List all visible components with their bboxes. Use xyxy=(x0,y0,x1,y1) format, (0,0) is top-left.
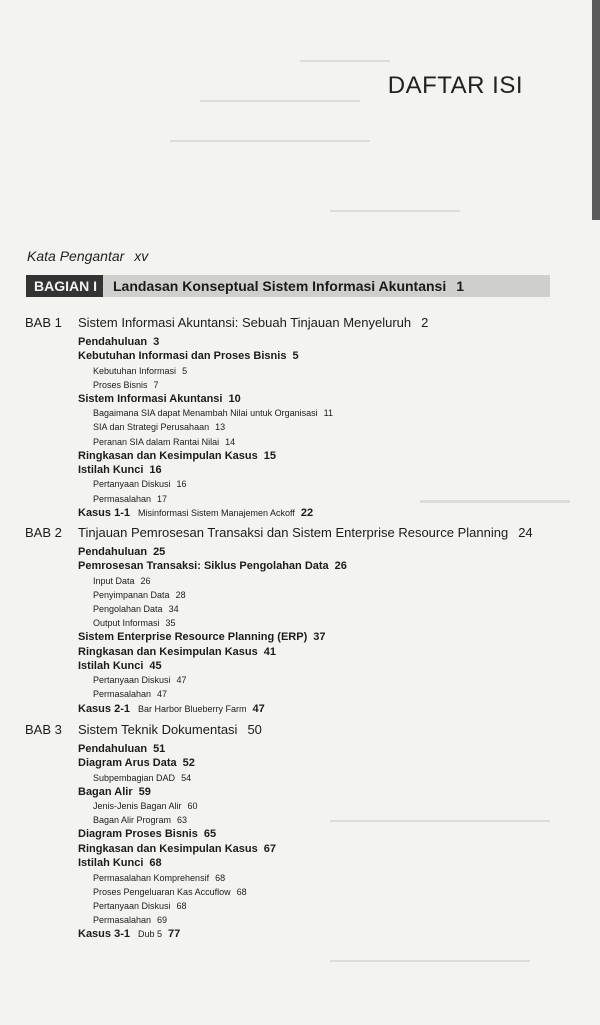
toc-entry-page: 26 xyxy=(140,575,151,586)
toc-section xyxy=(0,827,600,841)
bleed-through-mark xyxy=(300,60,390,62)
case-label: Kasus 2-1 xyxy=(78,702,130,715)
toc-entry-page: 28 xyxy=(175,589,186,600)
case-title: Dub 5 xyxy=(137,929,163,939)
toc-entry-page: 60 xyxy=(187,801,198,812)
toc-entry-page: 15 xyxy=(263,449,276,462)
toc-subsection xyxy=(0,913,600,927)
toc-subsection xyxy=(0,687,600,701)
case-title: Misinformasi Sistem Manajemen Ackoff xyxy=(137,507,295,518)
toc-section xyxy=(0,545,600,559)
toc-subsection xyxy=(0,771,600,785)
toc-section xyxy=(0,659,600,673)
toc-section xyxy=(0,785,600,799)
toc-section xyxy=(0,349,600,363)
toc-entry-text: Istilah Kunci xyxy=(78,464,144,477)
chapter-title: Tinjauan Pemrosesan Transaksi dan Sistem Enterprise Resource Planning xyxy=(78,525,509,540)
toc-subsection xyxy=(0,477,600,491)
toc-entry-page: 11 xyxy=(323,408,333,419)
toc-entry-text: Penyimpanan Data xyxy=(93,589,170,600)
toc-entry-page: 34 xyxy=(168,603,179,614)
toc-entry-page: 14 xyxy=(225,436,236,447)
bleed-through-mark xyxy=(330,210,460,212)
case-title: Bar Harbor Blueberry Farm xyxy=(137,703,247,714)
chapter-page: 24 xyxy=(518,525,533,540)
toc-entry-page: 63 xyxy=(177,815,188,826)
toc-section xyxy=(0,842,600,856)
toc-subsection xyxy=(0,673,600,687)
toc-entry-text: Diagram Arus Data xyxy=(78,757,177,770)
toc-subsection xyxy=(0,378,600,392)
toc-subsection xyxy=(0,799,600,813)
bleed-through-mark xyxy=(200,100,360,102)
chapter-title: Sistem Informasi Akuntansi: Sebuah Tinjauan Menyeluruh xyxy=(78,315,412,330)
toc-entry-text: Ringkasan dan Kesimpulan Kasus xyxy=(78,645,258,658)
toc-entry-text: Pendahuluan xyxy=(78,546,148,558)
toc-entry-text: Ringkasan dan Kesimpulan Kasus xyxy=(78,449,258,462)
chapter-title-line xyxy=(78,525,533,540)
toc-subsection xyxy=(0,602,600,616)
part-page: 1 xyxy=(456,278,465,294)
toc-entry-text: Permasalahan xyxy=(93,689,152,700)
toc-entry-text: Diagram Proses Bisnis xyxy=(78,828,198,841)
bleed-through-mark xyxy=(170,140,370,142)
toc-entry-page: 68 xyxy=(215,872,226,883)
toc-entry-page: 68 xyxy=(176,900,187,911)
toc-entry-text: Ringkasan dan Kesimpulan Kasus xyxy=(78,842,258,855)
chapter-heading xyxy=(0,722,600,742)
toc-entry-page: 17 xyxy=(157,493,168,504)
toc-entry-text: Pertanyaan Diskusi xyxy=(93,479,171,490)
toc-section xyxy=(0,392,600,406)
toc-subsection xyxy=(0,406,600,420)
toc-subsection xyxy=(0,885,600,899)
toc-entry-page: 37 xyxy=(313,631,326,644)
toc-subsection xyxy=(0,616,600,630)
toc-entry-text: Permasalahan Komprehensif xyxy=(93,872,210,883)
case-page: 47 xyxy=(252,702,265,715)
toc-entry-page: 67 xyxy=(263,842,276,855)
toc-entry-page: 3 xyxy=(153,336,160,348)
case-entry xyxy=(0,927,600,942)
toc-section xyxy=(0,645,600,659)
preface-entry xyxy=(27,248,148,264)
toc-entry-text: Pengolahan Data xyxy=(93,603,163,614)
chapter-block xyxy=(0,722,600,942)
toc-subsection xyxy=(0,364,600,378)
toc-entry-text: Bagan Alir xyxy=(78,785,133,798)
toc-entry-text: Peranan SIA dalam Rantai Nilai xyxy=(93,436,220,447)
toc-entry-page: 5 xyxy=(292,350,299,363)
toc-entry-text: Pemrosesan Transaksi: Siklus Pengolahan Data xyxy=(78,560,329,573)
chapter-label: BAB 1 xyxy=(25,315,62,330)
toc-section xyxy=(0,630,600,644)
toc-entry-text: Proses Bisnis xyxy=(93,379,148,390)
case-label: Kasus 1-1 xyxy=(78,506,130,519)
toc-entry-text: Output Informasi xyxy=(93,618,160,629)
toc-entry-page: 68 xyxy=(236,886,247,897)
toc-entry-page: 52 xyxy=(182,757,195,770)
toc-entry-page: 47 xyxy=(157,689,168,700)
toc-entry-text: Pendahuluan xyxy=(78,743,148,755)
toc-entry-text: Proses Pengeluaran Kas Accuflow xyxy=(93,886,231,897)
part-title: Landasan Konseptual Sistem Informasi Akuntansi xyxy=(113,278,447,294)
toc-subsection xyxy=(0,588,600,602)
toc-section xyxy=(0,742,600,756)
part-banner xyxy=(26,275,550,297)
chapter-page: 2 xyxy=(421,315,429,330)
toc-entry-page: 68 xyxy=(149,857,162,870)
preface-page: xv xyxy=(134,248,149,264)
toc-entry-page: 7 xyxy=(153,379,159,390)
toc-subsection xyxy=(0,435,600,449)
toc-entry-page: 25 xyxy=(153,546,166,558)
toc-entry-text: Permasalahan xyxy=(93,914,152,925)
toc-section xyxy=(0,449,600,463)
chapter-title-line xyxy=(78,722,262,737)
chapter-title: Sistem Teknik Dokumentasi xyxy=(78,722,238,737)
chapter-block xyxy=(0,525,600,717)
toc-entry-page: 54 xyxy=(181,772,192,783)
toc-section xyxy=(0,335,600,349)
toc-entry-page: 41 xyxy=(263,645,276,658)
toc-entry-page: 47 xyxy=(176,675,187,686)
page-edge-shadow xyxy=(592,0,600,220)
toc-entry-text: Subpembagian DAD xyxy=(93,772,176,783)
toc-subsection xyxy=(0,871,600,885)
toc-section xyxy=(0,856,600,870)
toc-entry-text: Permasalahan xyxy=(93,493,152,504)
part-tag: BAGIAN I xyxy=(26,275,103,297)
chapter-title-line xyxy=(78,315,428,330)
case-entry xyxy=(0,702,600,717)
case-label: Kasus 3-1 xyxy=(78,928,130,940)
toc-entry-page: 10 xyxy=(228,392,241,405)
toc-subsection xyxy=(0,420,600,434)
toc-entry-text: Input Data xyxy=(93,575,135,586)
toc-entry-page: 51 xyxy=(153,743,166,755)
bleed-through-mark xyxy=(330,960,530,962)
toc-section xyxy=(0,756,600,770)
toc-subsection xyxy=(0,492,600,506)
toc-entry-text: Istilah Kunci xyxy=(78,857,144,870)
toc-entry-page: 16 xyxy=(149,464,162,477)
toc-entry-text: Sistem Informasi Akuntansi xyxy=(78,392,223,405)
chapter-heading xyxy=(0,525,600,545)
toc-entry-page: 13 xyxy=(215,422,226,433)
toc-entry-text: Bagan Alir Program xyxy=(93,815,172,826)
toc-entry-page: 35 xyxy=(165,618,176,629)
toc-entry-page: 59 xyxy=(138,785,151,798)
toc-entry-text: Pertanyaan Diskusi xyxy=(93,900,171,911)
chapter-block xyxy=(0,315,600,521)
chapter-page: 50 xyxy=(247,722,262,737)
case-entry xyxy=(0,506,600,521)
case-page: 22 xyxy=(300,506,314,519)
preface-label: Kata Pengantar xyxy=(27,248,125,264)
toc-entry-text: SIA dan Strategi Perusahaan xyxy=(93,422,210,433)
page-title: DAFTAR ISI xyxy=(387,72,523,99)
toc-entry-text: Sistem Enterprise Resource Planning (ERP) xyxy=(78,631,308,644)
toc-section xyxy=(0,463,600,477)
toc-entry-text: Istilah Kunci xyxy=(78,659,144,672)
toc-section xyxy=(0,559,600,573)
toc-subsection xyxy=(0,574,600,588)
toc-entry-page: 69 xyxy=(157,914,168,925)
toc-entry-text: Bagaimana SIA dapat Menambah Nilai untuk Organisasi xyxy=(93,408,318,419)
toc-entry-text: Pertanyaan Diskusi xyxy=(93,675,171,686)
toc-entry-page: 16 xyxy=(176,479,187,490)
toc-entry-text: Jenis-Jenis Bagan Alir xyxy=(93,801,182,812)
case-page: 77 xyxy=(168,928,181,940)
toc-entry-text: Kebutuhan Informasi xyxy=(93,365,177,376)
chapter-heading xyxy=(0,315,600,335)
toc-entry-page: 65 xyxy=(203,828,217,841)
toc-entry-text: Kebutuhan Informasi dan Proses Bisnis xyxy=(78,350,287,363)
chapter-label: BAB 2 xyxy=(25,525,62,540)
toc-entry-page: 26 xyxy=(334,560,347,573)
toc-entry-page: 5 xyxy=(182,365,188,376)
chapter-label: BAB 3 xyxy=(25,722,62,737)
toc-entry-page: 45 xyxy=(149,659,162,672)
toc-subsection xyxy=(0,813,600,827)
toc-entry-text: Pendahuluan xyxy=(78,336,148,348)
toc-subsection xyxy=(0,899,600,913)
